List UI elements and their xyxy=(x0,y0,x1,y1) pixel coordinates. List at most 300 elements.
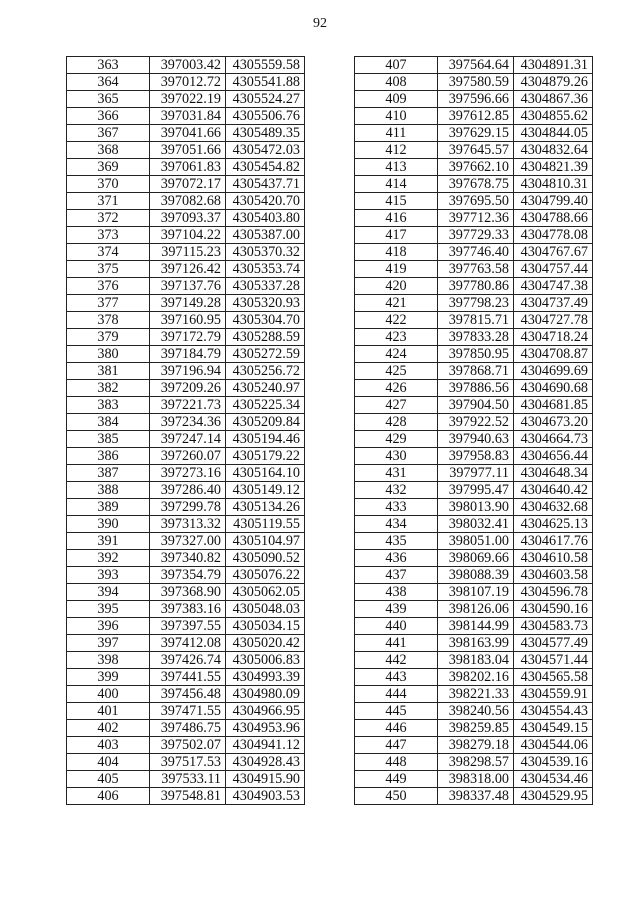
y-coordinate-cell: 4304559.91 xyxy=(514,686,593,703)
point-number-cell: 368 xyxy=(67,142,150,159)
x-coordinate-cell: 398337.48 xyxy=(438,788,514,805)
point-number-cell: 381 xyxy=(67,363,150,380)
y-coordinate-cell: 4304915.90 xyxy=(226,771,305,788)
x-coordinate-cell: 397082.68 xyxy=(150,193,226,210)
point-number-cell: 403 xyxy=(67,737,150,754)
point-number-cell: 380 xyxy=(67,346,150,363)
x-coordinate-cell: 397977.11 xyxy=(438,465,514,482)
coordinates-table-right-body xyxy=(355,57,593,805)
table-row xyxy=(355,142,593,159)
table-row xyxy=(355,465,593,482)
table-row xyxy=(67,108,305,125)
point-number-cell: 388 xyxy=(67,482,150,499)
y-coordinate-cell: 4304610.58 xyxy=(514,550,593,567)
y-coordinate-cell: 4305353.74 xyxy=(226,261,305,278)
table-row xyxy=(355,159,593,176)
table-row xyxy=(355,567,593,584)
point-number-cell: 447 xyxy=(355,737,438,754)
table-row xyxy=(67,346,305,363)
x-coordinate-cell: 397798.23 xyxy=(438,295,514,312)
point-number-cell: 385 xyxy=(67,431,150,448)
table-row xyxy=(67,720,305,737)
x-coordinate-cell: 397471.55 xyxy=(150,703,226,720)
x-coordinate-cell: 397327.00 xyxy=(150,533,226,550)
point-number-cell: 446 xyxy=(355,720,438,737)
y-coordinate-cell: 4304855.62 xyxy=(514,108,593,125)
point-number-cell: 395 xyxy=(67,601,150,618)
y-coordinate-cell: 4304534.46 xyxy=(514,771,593,788)
y-coordinate-cell: 4305164.10 xyxy=(226,465,305,482)
point-number-cell: 423 xyxy=(355,329,438,346)
x-coordinate-cell: 397958.83 xyxy=(438,448,514,465)
point-number-cell: 412 xyxy=(355,142,438,159)
point-number-cell: 425 xyxy=(355,363,438,380)
table-row xyxy=(67,771,305,788)
y-coordinate-cell: 4304867.36 xyxy=(514,91,593,108)
point-number-cell: 430 xyxy=(355,448,438,465)
table-row xyxy=(67,261,305,278)
y-coordinate-cell: 4305541.88 xyxy=(226,74,305,91)
x-coordinate-cell: 397383.16 xyxy=(150,601,226,618)
point-number-cell: 374 xyxy=(67,244,150,261)
table-row xyxy=(355,244,593,261)
point-number-cell: 431 xyxy=(355,465,438,482)
y-coordinate-cell: 4305225.34 xyxy=(226,397,305,414)
x-coordinate-cell: 397995.47 xyxy=(438,482,514,499)
table-row xyxy=(355,363,593,380)
table-row xyxy=(67,584,305,601)
point-number-cell: 365 xyxy=(67,91,150,108)
point-number-cell: 433 xyxy=(355,499,438,516)
table-row xyxy=(355,618,593,635)
x-coordinate-cell: 397354.79 xyxy=(150,567,226,584)
x-coordinate-cell: 397209.26 xyxy=(150,380,226,397)
y-coordinate-cell: 4304810.31 xyxy=(514,176,593,193)
table-row xyxy=(67,176,305,193)
table-row xyxy=(67,465,305,482)
y-coordinate-cell: 4305304.70 xyxy=(226,312,305,329)
table-row xyxy=(67,227,305,244)
x-coordinate-cell: 397695.50 xyxy=(438,193,514,210)
y-coordinate-cell: 4304799.40 xyxy=(514,193,593,210)
point-number-cell: 390 xyxy=(67,516,150,533)
x-coordinate-cell: 397596.66 xyxy=(438,91,514,108)
x-coordinate-cell: 397022.19 xyxy=(150,91,226,108)
x-coordinate-cell: 397093.37 xyxy=(150,210,226,227)
y-coordinate-cell: 4304891.31 xyxy=(514,57,593,74)
table-row xyxy=(67,244,305,261)
point-number-cell: 426 xyxy=(355,380,438,397)
table-row xyxy=(67,618,305,635)
point-number-cell: 379 xyxy=(67,329,150,346)
x-coordinate-cell: 398202.16 xyxy=(438,669,514,686)
x-coordinate-cell: 397221.73 xyxy=(150,397,226,414)
y-coordinate-cell: 4305048.03 xyxy=(226,601,305,618)
x-coordinate-cell: 397662.10 xyxy=(438,159,514,176)
x-coordinate-cell: 398163.99 xyxy=(438,635,514,652)
point-number-cell: 448 xyxy=(355,754,438,771)
table-row xyxy=(355,414,593,431)
y-coordinate-cell: 4304966.95 xyxy=(226,703,305,720)
x-coordinate-cell: 397072.17 xyxy=(150,176,226,193)
table-row xyxy=(355,278,593,295)
point-number-cell: 414 xyxy=(355,176,438,193)
table-row xyxy=(67,414,305,431)
table-row xyxy=(67,533,305,550)
table-row xyxy=(67,686,305,703)
x-coordinate-cell: 397260.07 xyxy=(150,448,226,465)
y-coordinate-cell: 4305320.93 xyxy=(226,295,305,312)
x-coordinate-cell: 397137.76 xyxy=(150,278,226,295)
x-coordinate-cell: 397629.15 xyxy=(438,125,514,142)
table-row xyxy=(355,788,593,805)
point-number-cell: 387 xyxy=(67,465,150,482)
x-coordinate-cell: 397126.42 xyxy=(150,261,226,278)
point-number-cell: 400 xyxy=(67,686,150,703)
point-number-cell: 406 xyxy=(67,788,150,805)
table-row xyxy=(67,74,305,91)
point-number-cell: 367 xyxy=(67,125,150,142)
table-row xyxy=(67,57,305,74)
x-coordinate-cell: 397196.94 xyxy=(150,363,226,380)
y-coordinate-cell: 4304656.44 xyxy=(514,448,593,465)
table-row xyxy=(355,516,593,533)
point-number-cell: 382 xyxy=(67,380,150,397)
table-row xyxy=(355,380,593,397)
y-coordinate-cell: 4304747.38 xyxy=(514,278,593,295)
y-coordinate-cell: 4304903.53 xyxy=(226,788,305,805)
x-coordinate-cell: 398013.90 xyxy=(438,499,514,516)
table-row xyxy=(355,346,593,363)
table-row xyxy=(355,312,593,329)
point-number-cell: 396 xyxy=(67,618,150,635)
y-coordinate-cell: 4305420.70 xyxy=(226,193,305,210)
x-coordinate-cell: 398051.00 xyxy=(438,533,514,550)
point-number-cell: 442 xyxy=(355,652,438,669)
point-number-cell: 409 xyxy=(355,91,438,108)
y-coordinate-cell: 4304832.64 xyxy=(514,142,593,159)
table-row xyxy=(67,210,305,227)
x-coordinate-cell: 397149.28 xyxy=(150,295,226,312)
point-number-cell: 376 xyxy=(67,278,150,295)
point-number-cell: 401 xyxy=(67,703,150,720)
x-coordinate-cell: 397645.57 xyxy=(438,142,514,159)
y-coordinate-cell: 4304844.05 xyxy=(514,125,593,142)
point-number-cell: 373 xyxy=(67,227,150,244)
point-number-cell: 393 xyxy=(67,567,150,584)
y-coordinate-cell: 4305194.46 xyxy=(226,431,305,448)
x-coordinate-cell: 397160.95 xyxy=(150,312,226,329)
point-number-cell: 405 xyxy=(67,771,150,788)
y-coordinate-cell: 4305559.58 xyxy=(226,57,305,74)
y-coordinate-cell: 4305403.80 xyxy=(226,210,305,227)
coordinates-table-left-body xyxy=(67,57,305,805)
x-coordinate-cell: 397868.71 xyxy=(438,363,514,380)
table-row xyxy=(355,482,593,499)
x-coordinate-cell: 397886.56 xyxy=(438,380,514,397)
y-coordinate-cell: 4304953.96 xyxy=(226,720,305,737)
point-number-cell: 363 xyxy=(67,57,150,74)
x-coordinate-cell: 397286.40 xyxy=(150,482,226,499)
point-number-cell: 445 xyxy=(355,703,438,720)
x-coordinate-cell: 398259.85 xyxy=(438,720,514,737)
point-number-cell: 432 xyxy=(355,482,438,499)
table-row xyxy=(67,431,305,448)
point-number-cell: 408 xyxy=(355,74,438,91)
table-row xyxy=(355,686,593,703)
point-number-cell: 422 xyxy=(355,312,438,329)
y-coordinate-cell: 4304778.08 xyxy=(514,227,593,244)
point-number-cell: 375 xyxy=(67,261,150,278)
y-coordinate-cell: 4305370.32 xyxy=(226,244,305,261)
table-row xyxy=(67,295,305,312)
y-coordinate-cell: 4305179.22 xyxy=(226,448,305,465)
table-row xyxy=(355,176,593,193)
table-row xyxy=(355,261,593,278)
x-coordinate-cell: 397678.75 xyxy=(438,176,514,193)
table-row xyxy=(67,482,305,499)
y-coordinate-cell: 4304648.34 xyxy=(514,465,593,482)
point-number-cell: 438 xyxy=(355,584,438,601)
y-coordinate-cell: 4304539.16 xyxy=(514,754,593,771)
x-coordinate-cell: 397247.14 xyxy=(150,431,226,448)
table-row xyxy=(67,193,305,210)
point-number-cell: 378 xyxy=(67,312,150,329)
point-number-cell: 411 xyxy=(355,125,438,142)
y-coordinate-cell: 4305062.05 xyxy=(226,584,305,601)
y-coordinate-cell: 4305506.76 xyxy=(226,108,305,125)
x-coordinate-cell: 397922.52 xyxy=(438,414,514,431)
y-coordinate-cell: 4304544.06 xyxy=(514,737,593,754)
y-coordinate-cell: 4305090.52 xyxy=(226,550,305,567)
point-number-cell: 402 xyxy=(67,720,150,737)
point-number-cell: 416 xyxy=(355,210,438,227)
point-number-cell: 392 xyxy=(67,550,150,567)
table-row xyxy=(355,737,593,754)
y-coordinate-cell: 4304583.73 xyxy=(514,618,593,635)
table-row xyxy=(355,74,593,91)
y-coordinate-cell: 4304549.15 xyxy=(514,720,593,737)
table-row xyxy=(67,380,305,397)
point-number-cell: 369 xyxy=(67,159,150,176)
x-coordinate-cell: 397012.72 xyxy=(150,74,226,91)
x-coordinate-cell: 397712.36 xyxy=(438,210,514,227)
x-coordinate-cell: 397172.79 xyxy=(150,329,226,346)
x-coordinate-cell: 397412.08 xyxy=(150,635,226,652)
point-number-cell: 377 xyxy=(67,295,150,312)
table-row xyxy=(67,159,305,176)
point-number-cell: 434 xyxy=(355,516,438,533)
x-coordinate-cell: 397904.50 xyxy=(438,397,514,414)
x-coordinate-cell: 398221.33 xyxy=(438,686,514,703)
point-number-cell: 436 xyxy=(355,550,438,567)
x-coordinate-cell: 397003.42 xyxy=(150,57,226,74)
coordinates-table-left xyxy=(66,56,305,805)
table-row xyxy=(67,312,305,329)
point-number-cell: 364 xyxy=(67,74,150,91)
y-coordinate-cell: 4304708.87 xyxy=(514,346,593,363)
y-coordinate-cell: 4305076.22 xyxy=(226,567,305,584)
y-coordinate-cell: 4304681.85 xyxy=(514,397,593,414)
table-row xyxy=(355,669,593,686)
y-coordinate-cell: 4305104.97 xyxy=(226,533,305,550)
y-coordinate-cell: 4305020.42 xyxy=(226,635,305,652)
x-coordinate-cell: 397612.85 xyxy=(438,108,514,125)
table-row xyxy=(67,652,305,669)
point-number-cell: 443 xyxy=(355,669,438,686)
y-coordinate-cell: 4305387.00 xyxy=(226,227,305,244)
x-coordinate-cell: 397397.55 xyxy=(150,618,226,635)
point-number-cell: 444 xyxy=(355,686,438,703)
x-coordinate-cell: 397502.07 xyxy=(150,737,226,754)
table-row xyxy=(355,584,593,601)
x-coordinate-cell: 397368.90 xyxy=(150,584,226,601)
point-number-cell: 439 xyxy=(355,601,438,618)
x-coordinate-cell: 397746.40 xyxy=(438,244,514,261)
point-number-cell: 437 xyxy=(355,567,438,584)
x-coordinate-cell: 397273.16 xyxy=(150,465,226,482)
y-coordinate-cell: 4305489.35 xyxy=(226,125,305,142)
point-number-cell: 440 xyxy=(355,618,438,635)
x-coordinate-cell: 397486.75 xyxy=(150,720,226,737)
point-number-cell: 394 xyxy=(67,584,150,601)
table-row xyxy=(67,448,305,465)
y-coordinate-cell: 4304718.24 xyxy=(514,329,593,346)
x-coordinate-cell: 397763.58 xyxy=(438,261,514,278)
y-coordinate-cell: 4304625.13 xyxy=(514,516,593,533)
y-coordinate-cell: 4304757.44 xyxy=(514,261,593,278)
coordinates-table-right xyxy=(354,56,593,805)
table-row xyxy=(355,499,593,516)
y-coordinate-cell: 4304699.69 xyxy=(514,363,593,380)
y-coordinate-cell: 4304603.58 xyxy=(514,567,593,584)
point-number-cell: 404 xyxy=(67,754,150,771)
table-row xyxy=(355,533,593,550)
x-coordinate-cell: 397850.95 xyxy=(438,346,514,363)
table-row xyxy=(67,329,305,346)
table-row xyxy=(355,125,593,142)
page-number: 92 xyxy=(313,16,327,31)
x-coordinate-cell: 397780.86 xyxy=(438,278,514,295)
y-coordinate-cell: 4305524.27 xyxy=(226,91,305,108)
table-row xyxy=(355,448,593,465)
x-coordinate-cell: 397031.84 xyxy=(150,108,226,125)
x-coordinate-cell: 398298.57 xyxy=(438,754,514,771)
table-row xyxy=(355,193,593,210)
x-coordinate-cell: 397548.81 xyxy=(150,788,226,805)
y-coordinate-cell: 4305256.72 xyxy=(226,363,305,380)
y-coordinate-cell: 4304617.76 xyxy=(514,533,593,550)
x-coordinate-cell: 398126.06 xyxy=(438,601,514,618)
point-number-cell: 397 xyxy=(67,635,150,652)
x-coordinate-cell: 397533.11 xyxy=(150,771,226,788)
table-row xyxy=(67,91,305,108)
point-number-cell: 370 xyxy=(67,176,150,193)
y-coordinate-cell: 4304737.49 xyxy=(514,295,593,312)
table-row xyxy=(355,635,593,652)
x-coordinate-cell: 398240.56 xyxy=(438,703,514,720)
y-coordinate-cell: 4304529.95 xyxy=(514,788,593,805)
table-row xyxy=(67,754,305,771)
table-row xyxy=(67,703,305,720)
x-coordinate-cell: 398069.66 xyxy=(438,550,514,567)
point-number-cell: 398 xyxy=(67,652,150,669)
y-coordinate-cell: 4305134.26 xyxy=(226,499,305,516)
table-row xyxy=(67,499,305,516)
point-number-cell: 420 xyxy=(355,278,438,295)
point-number-cell: 427 xyxy=(355,397,438,414)
table-row xyxy=(67,788,305,805)
y-coordinate-cell: 4304664.73 xyxy=(514,431,593,448)
y-coordinate-cell: 4304673.20 xyxy=(514,414,593,431)
point-number-cell: 410 xyxy=(355,108,438,125)
x-coordinate-cell: 397580.59 xyxy=(438,74,514,91)
x-coordinate-cell: 398279.18 xyxy=(438,737,514,754)
table-row xyxy=(355,227,593,244)
table-row xyxy=(355,295,593,312)
table-row xyxy=(355,771,593,788)
x-coordinate-cell: 397729.33 xyxy=(438,227,514,244)
point-number-cell: 424 xyxy=(355,346,438,363)
x-coordinate-cell: 397517.53 xyxy=(150,754,226,771)
y-coordinate-cell: 4305454.82 xyxy=(226,159,305,176)
table-row xyxy=(355,108,593,125)
point-number-cell: 417 xyxy=(355,227,438,244)
point-number-cell: 418 xyxy=(355,244,438,261)
x-coordinate-cell: 398144.99 xyxy=(438,618,514,635)
table-row xyxy=(355,550,593,567)
table-row xyxy=(355,652,593,669)
x-coordinate-cell: 397815.71 xyxy=(438,312,514,329)
point-number-cell: 384 xyxy=(67,414,150,431)
x-coordinate-cell: 397061.83 xyxy=(150,159,226,176)
table-row xyxy=(67,737,305,754)
x-coordinate-cell: 397299.78 xyxy=(150,499,226,516)
table-row xyxy=(355,703,593,720)
y-coordinate-cell: 4305472.03 xyxy=(226,142,305,159)
y-coordinate-cell: 4304993.39 xyxy=(226,669,305,686)
x-coordinate-cell: 397041.66 xyxy=(150,125,226,142)
x-coordinate-cell: 398107.19 xyxy=(438,584,514,601)
point-number-cell: 366 xyxy=(67,108,150,125)
y-coordinate-cell: 4305437.71 xyxy=(226,176,305,193)
table-row xyxy=(355,431,593,448)
y-coordinate-cell: 4304632.68 xyxy=(514,499,593,516)
x-coordinate-cell: 398088.39 xyxy=(438,567,514,584)
point-number-cell: 386 xyxy=(67,448,150,465)
table-row xyxy=(67,550,305,567)
x-coordinate-cell: 398032.41 xyxy=(438,516,514,533)
table-row xyxy=(355,754,593,771)
table-row xyxy=(67,363,305,380)
table-row xyxy=(355,397,593,414)
point-number-cell: 450 xyxy=(355,788,438,805)
y-coordinate-cell: 4304821.39 xyxy=(514,159,593,176)
table-row xyxy=(67,397,305,414)
point-number-cell: 371 xyxy=(67,193,150,210)
x-coordinate-cell: 397184.79 xyxy=(150,346,226,363)
y-coordinate-cell: 4304571.44 xyxy=(514,652,593,669)
point-number-cell: 389 xyxy=(67,499,150,516)
x-coordinate-cell: 397340.82 xyxy=(150,550,226,567)
point-number-cell: 399 xyxy=(67,669,150,686)
y-coordinate-cell: 4305119.55 xyxy=(226,516,305,533)
y-coordinate-cell: 4305034.15 xyxy=(226,618,305,635)
table-row xyxy=(67,669,305,686)
table-row xyxy=(67,601,305,618)
x-coordinate-cell: 398183.04 xyxy=(438,652,514,669)
table-row xyxy=(67,635,305,652)
